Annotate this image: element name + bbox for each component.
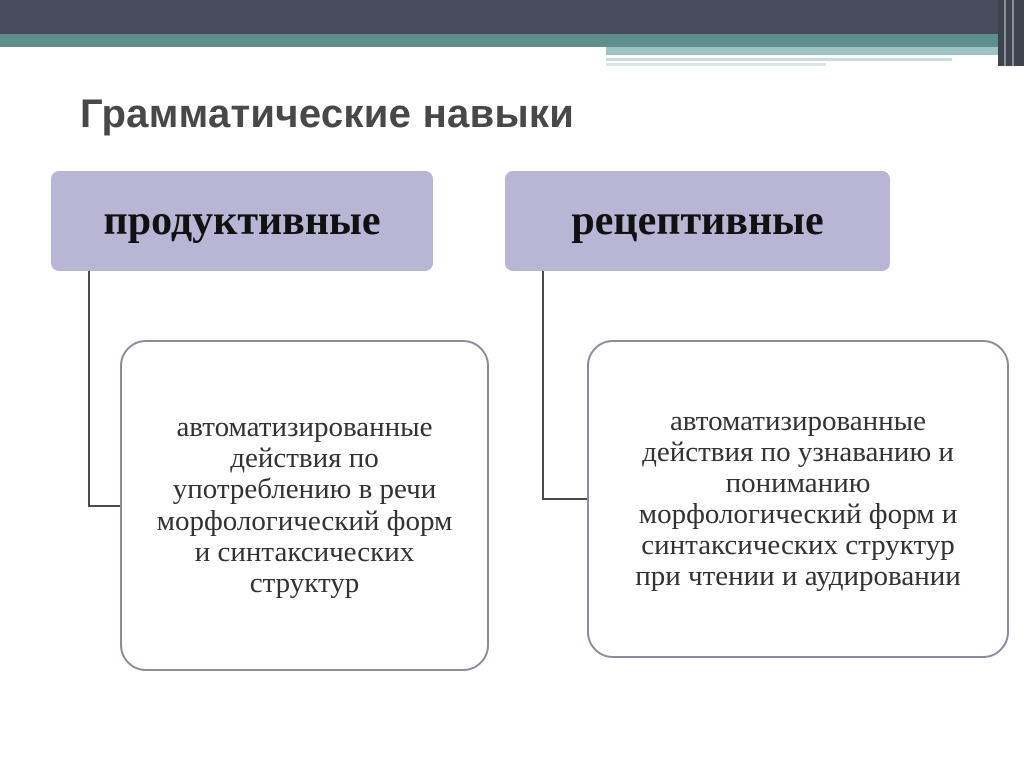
desc-line: действия по (230, 442, 379, 475)
desc-line: морфологический форм и (638, 498, 958, 530)
desc-line: пониманию (725, 466, 871, 499)
desc-line: при чтении и аудировании (635, 560, 961, 593)
top-banner-accent (606, 47, 1000, 55)
top-banner-line (606, 58, 952, 61)
desc-line: автоматизированные (669, 404, 927, 437)
description-receptive (587, 340, 1009, 658)
desc-line: синтаксических структур (641, 529, 955, 562)
top-banner-end-block (998, 0, 1024, 66)
desc-line: автоматизированные (176, 411, 433, 444)
top-banner-dark (0, 0, 1024, 34)
category-receptive: рецептивные (505, 171, 890, 271)
top-banner-end-stripe (1004, 0, 1006, 66)
description-receptive-text (589, 406, 1007, 592)
connector-right-vertical (542, 271, 544, 500)
connector-right-horizontal (542, 498, 588, 500)
description-productive-text (122, 412, 487, 598)
desc-line: и синтаксических (194, 535, 415, 568)
desc-line: употреблению в речи (172, 473, 437, 506)
top-banner-teal (0, 34, 1000, 47)
desc-line: действия по узнаванию и (642, 435, 954, 468)
slide-title: Грамматические навыки (80, 92, 575, 136)
connector-left-horizontal (88, 505, 121, 507)
desc-line: структур (249, 566, 360, 599)
top-banner-end-stripe (1012, 0, 1014, 66)
description-productive (120, 340, 489, 671)
connector-left-vertical (88, 271, 90, 507)
top-banner-line-short (606, 63, 826, 66)
desc-line: морфологический форм (156, 504, 453, 537)
category-productive: продуктивные (51, 171, 433, 271)
